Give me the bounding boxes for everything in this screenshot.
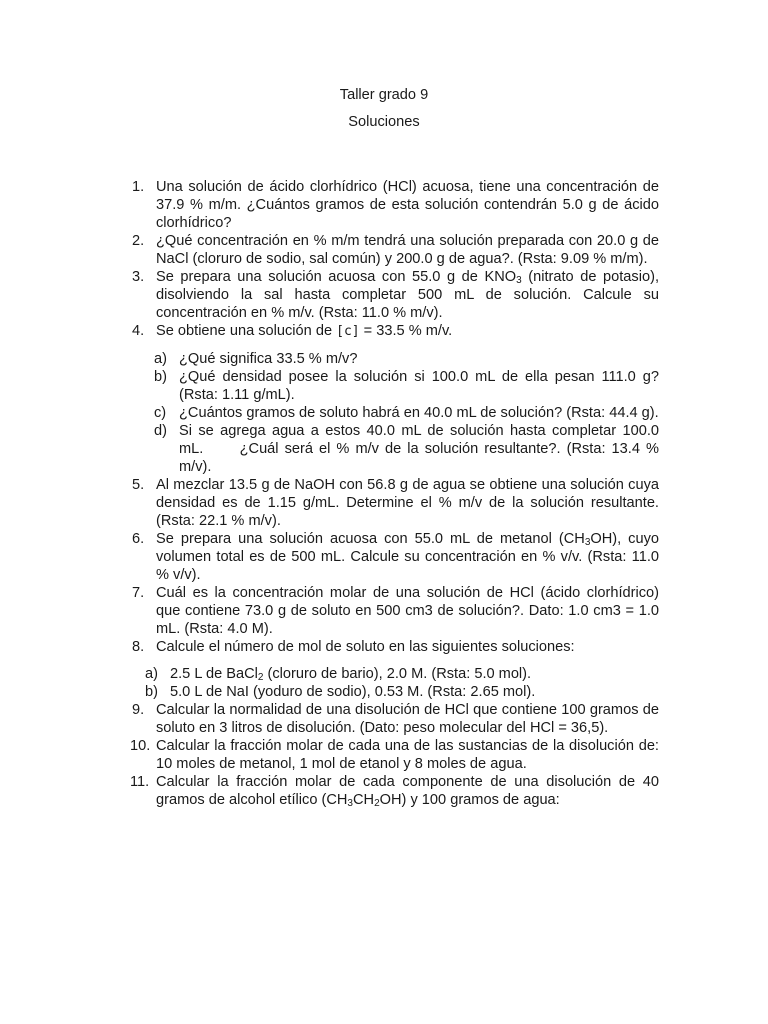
sub-letter: d) — [154, 423, 167, 439]
sub-letter: a) — [154, 351, 167, 367]
sub-text: 2.5 L de BaCl$_2$ (cloruro de bario), 2.0 M. (Rsta: 5.0 mol). — [170, 666, 532, 683]
exercise-8a — [132, 665, 659, 683]
exercise-number: 5. — [132, 477, 145, 493]
exercise-1 — [132, 178, 659, 232]
sub-text: ¿Cuántos gramos de soluto habrá en 40.0 mL de solución? (Rsta: 44.4 g). — [179, 405, 659, 421]
exercise-text: Cuál es la concentración molar de una solución de HCl (ácido clorhídrico) que contiene 73.0 g de soluto en 500 cm3 de solución?. Dato: 1.0 cm3 = 1.0 mL. (Rsta: 4.0 M). — [156, 585, 659, 637]
exercise-number: 3. — [132, 269, 145, 285]
exercise-9 — [132, 701, 659, 737]
exercise-7 — [132, 584, 659, 638]
exercise-4d — [132, 422, 664, 476]
exercise-text: Se prepara una solución acuosa con 55.0 g de $KNO_3$ (nitrato de potasio), disolviendo la sal hasta completar 500 mL de solución. Calcule su concentración en % m/v. (Rsta: 11.0 % m/v). — [156, 269, 659, 321]
sub-text: Si se agrega agua a estos 40.0 mL de solución hasta completar 100.0 mL. ¿Cuál será el % m/v de la solución resultante?. (Rsta: 13.4 % m/v). — [179, 423, 664, 475]
exercise-text: Una solución de ácido clorhídrico (HCl) acuosa, tiene una concentración de 37.9 % m/m. ¿Cuántos gramos de esta solución contendrán 5.0 g de ácido clorhídrico? — [156, 179, 659, 231]
exercise-number: 8. — [132, 639, 145, 655]
document-subtitle: Soluciones — [348, 114, 420, 130]
exercise-number: 9. — [132, 702, 145, 718]
sub-text: ¿Qué densidad posee la solución si 100.0 mL de ella pesan 111.0 g? (Rsta: 1.11 g/mL). — [179, 369, 659, 403]
sub-letter: c) — [154, 405, 167, 421]
exercise-text: ¿Qué concentración en % m/m tendrá una solución preparada con 20.0 g de NaCl (cloruro de sodio, sal común) y 200.0 g de agua?. (Rsta: 9.09 % m/m). — [156, 233, 659, 267]
exercise-text: Calcular la fracción molar de cada componente de una disolución de 40 gramos de alcohol etílico $(CH_3CH_2OH)$ y 100 gramos de agua: — [156, 774, 659, 809]
exercise-4b — [132, 368, 659, 404]
exercise-text: Calcule el número de mol de soluto en las siguientes soluciones: — [156, 639, 575, 655]
exercise-number: 7. — [132, 585, 145, 601]
sub-text: ¿Qué significa 33.5 % m/v? — [179, 351, 358, 367]
exercise-5 — [132, 476, 659, 530]
document-title: Taller grado 9 — [339, 87, 429, 103]
exercise-list — [130, 178, 664, 809]
exercise-text: Calcular la fracción molar de cada una de las sustancias de la disolución de: 10 moles de metanol, 1 mol de etanol y 8 moles de agua. — [156, 738, 659, 772]
exercise-text: Se prepara una solución acuosa con 55.0 mL de metanol $(CH_3OH)$, cuyo volumen total es de 500 mL. Calcule su concentración en % v/v. (Rsta: 11.0 % v/v). — [156, 531, 660, 583]
exercise-4c — [132, 404, 659, 422]
exercise-text: Al mezclar 13.5 g de NaOH con 56.8 g de agua se obtiene una solución cuya densidad es de 1.15 g/mL. Determine el % m/v de la solución resultante. (Rsta: 22.1 % m/v). — [156, 477, 659, 529]
concentration-bracket: [c] — [336, 324, 360, 339]
exercise-number: 11. — [130, 774, 150, 790]
exercise-text: Calcular la normalidad de una disolución de HCl que contiene 100 gramos de soluto en 3 litros de disolución. (Dato: peso molecular del HCl = 36,5). — [156, 702, 659, 736]
exercise-text: Se obtiene una solución de [c] = 33.5 % m/v. — [156, 323, 453, 339]
sub-text: 5.0 L de NaI (yoduro de sodio), 0.53 M. (Rsta: 2.65 mol). — [170, 684, 536, 700]
exercise-8b — [132, 683, 659, 701]
exercise-number: 1. — [132, 179, 145, 195]
sub-letter: b) — [154, 369, 167, 385]
exercise-2 — [132, 232, 659, 268]
sub-letter: b) — [145, 684, 158, 700]
exercise-8 — [132, 638, 659, 656]
exercise-number: 6. — [132, 531, 145, 547]
exercise-3 — [132, 268, 659, 322]
exercise-number: 10. — [130, 738, 151, 754]
exercise-11 — [132, 773, 659, 809]
exercise-4 — [132, 322, 659, 341]
exercise-6 — [132, 530, 659, 584]
exercise-number: 4. — [132, 323, 145, 339]
exercise-10 — [132, 737, 659, 773]
sub-letter: a) — [145, 666, 158, 682]
exercise-4a — [132, 350, 659, 368]
exercise-number: 2. — [132, 233, 145, 249]
